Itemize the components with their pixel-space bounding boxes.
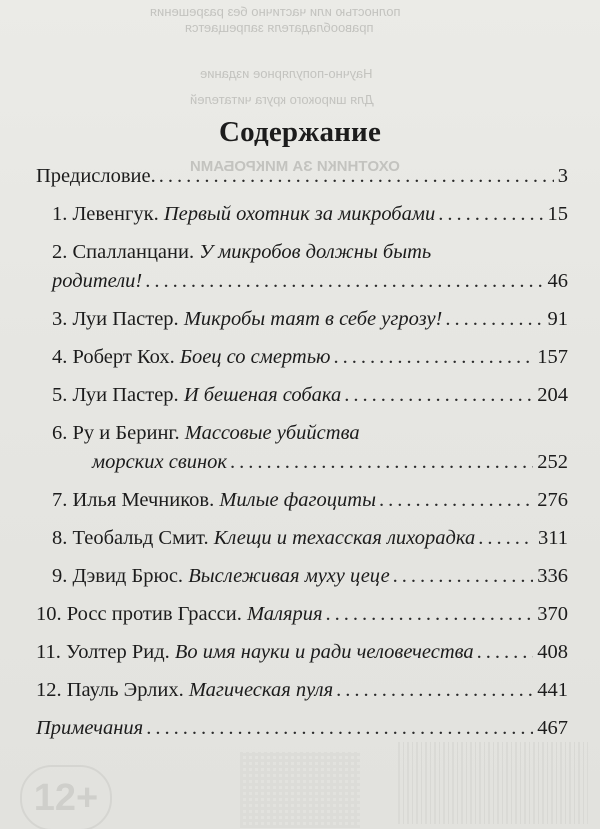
toc-page-number: 46 [547, 270, 568, 292]
contents-heading: Содержание [218, 116, 382, 148]
toc-entry-title-continued: морских свинок [92, 451, 228, 473]
toc-entry [36, 238, 568, 296]
leader-dots [379, 486, 533, 515]
toc-entry-title: У микробов должны быть [199, 241, 432, 263]
leader-dots [145, 267, 543, 296]
toc-entry [36, 162, 568, 191]
toc-entry [36, 486, 568, 515]
toc-page-number: 157 [537, 346, 568, 368]
leader-dots [344, 381, 533, 410]
toc-entry [36, 524, 568, 553]
toc-entry [36, 381, 568, 410]
toc-entry [36, 600, 568, 629]
toc-page-number: 276 [537, 489, 568, 511]
toc-entry-author: 6. Ру и Беринг. [52, 422, 180, 444]
toc-page-number: 15 [547, 203, 568, 225]
toc-page-number: 467 [537, 717, 568, 739]
toc-entry-title: Малярия [247, 603, 323, 625]
toc-page-number: 252 [537, 451, 568, 473]
leader-dots [230, 448, 533, 477]
toc-entry [36, 562, 568, 591]
toc-entry-title: Клещи и техасская лихорадка [213, 527, 476, 549]
leader-dots [146, 714, 533, 743]
toc-entry-author: 12. Пауль Эрлих. [36, 679, 184, 701]
show-through-imprint: полностью или частично без разрешения [150, 4, 401, 19]
show-through-imprint: правообладателя запрещается [185, 20, 374, 35]
toc-page-number: 408 [537, 641, 568, 663]
leader-dots [336, 676, 533, 705]
show-through-barcode [398, 742, 588, 824]
table-of-contents [36, 162, 568, 743]
show-through-qr-code [240, 752, 360, 828]
toc-entry-author: 3. Луи Пастер. [52, 308, 179, 330]
age-rating-badge-show-through: 12+ [20, 765, 112, 829]
toc-page-number: 441 [537, 679, 568, 701]
toc-entry-title: Массовые убийства [184, 422, 360, 444]
toc-entry-author: 2. Спалланцани. [52, 241, 195, 263]
toc-entry-title: Примечания [36, 717, 144, 739]
toc-entry [36, 305, 568, 334]
leader-dots [445, 305, 543, 334]
toc-entry-title: Во имя науки и ради человечества [174, 641, 474, 663]
toc-entry-title: Микробы таят в себе угрозу! [183, 308, 443, 330]
toc-entry-author: 5. Луи Пастер. [52, 384, 179, 406]
toc-entry [36, 676, 568, 705]
toc-entry-author: 7. Илья Мечников. [52, 489, 215, 511]
toc-entry-author: 9. Дэвид Брюс. [52, 565, 184, 587]
leader-dots [477, 638, 534, 667]
show-through-imprint: ОХОТНИКИ ЗА МИКРОБАМИ [190, 158, 400, 175]
toc-page-number: 370 [537, 603, 568, 625]
toc-entry-title: Магическая пуля [188, 679, 334, 701]
toc-entry [36, 419, 568, 477]
toc-entry-title: Первый охотник за микробами [163, 203, 436, 225]
leader-dots [393, 562, 534, 591]
toc-entry-author: 1. Левенгук. [52, 203, 159, 225]
toc-entry-title: Выслеживая муху цеце [188, 565, 390, 587]
toc-page-number: 336 [537, 565, 568, 587]
toc-entry [36, 714, 568, 743]
leader-dots [334, 343, 534, 372]
leader-dots [159, 162, 554, 191]
toc-entry-title: Боец со смертью [179, 346, 331, 368]
toc-entry-label: Предисловие. [36, 165, 156, 187]
toc-page-number: 91 [547, 308, 568, 330]
toc-entry-author: 4. Роберт Кох. [52, 346, 175, 368]
leader-dots [326, 600, 534, 629]
leader-dots [438, 200, 543, 229]
toc-entry-title-continued: родители! [52, 270, 143, 292]
toc-entry-title: И бешеная собака [183, 384, 342, 406]
toc-entry-author: 8. Теобальд Смит. [52, 527, 209, 549]
leader-dots [478, 524, 534, 553]
toc-entry-title: Милые фагоциты [219, 489, 376, 511]
show-through-imprint: Для широкого круга читателей [190, 92, 374, 107]
toc-page-number: 311 [538, 527, 568, 549]
toc-entry [36, 200, 568, 229]
toc-entry-author: 10. Росс против Грасси. [36, 603, 242, 625]
toc-entry [36, 638, 568, 667]
toc-entry [36, 343, 568, 372]
toc-page-number: 204 [537, 384, 568, 406]
show-through-imprint: Научно-популярное издание [200, 66, 373, 81]
toc-page-number: 3 [557, 165, 568, 187]
toc-entry-author: 11. Уолтер Рид. [36, 641, 170, 663]
